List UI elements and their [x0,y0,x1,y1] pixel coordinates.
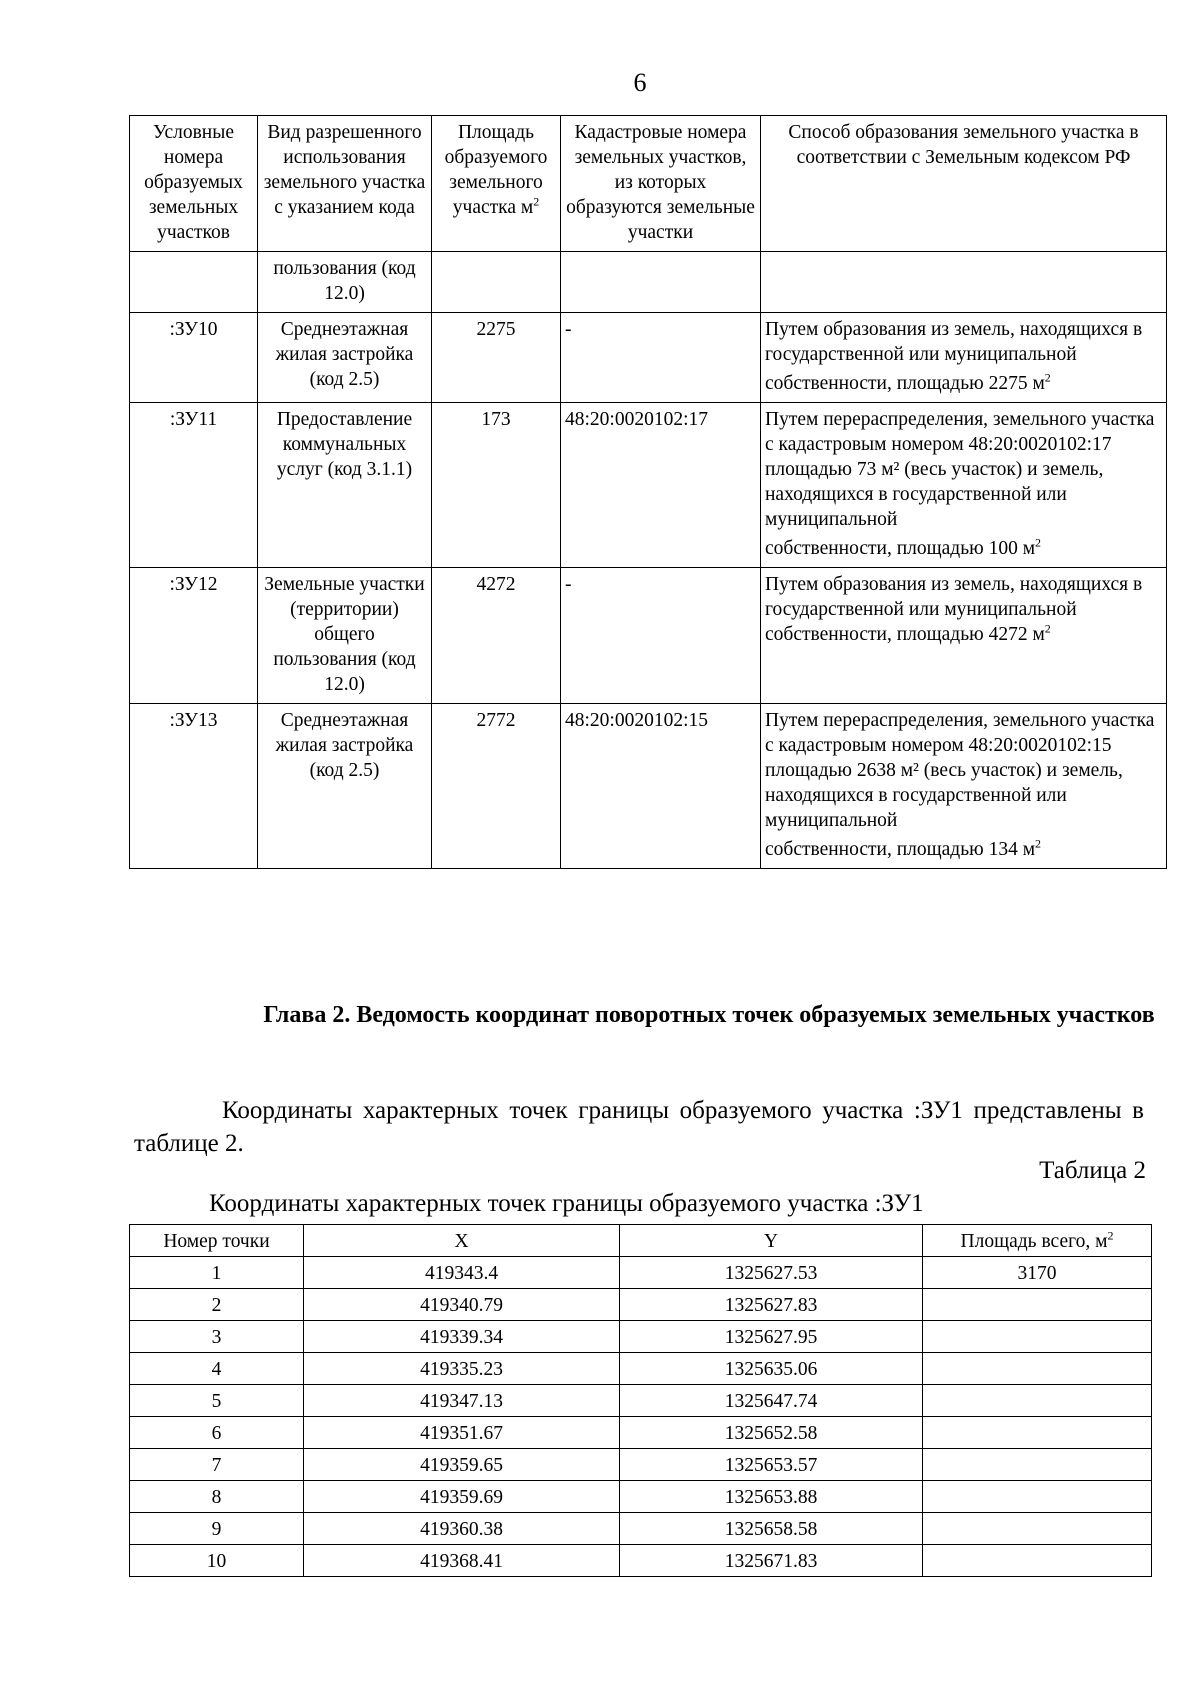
y-coordinate: 1325627.83 [620,1289,923,1321]
header-x: X [304,1225,620,1257]
plot-method: Путем образования из земель, находящихся в государственной или муниципальной собственности, площадью 4272 $м^2$ [761,568,1167,704]
table-row [130,1289,1152,1321]
total-area [923,1417,1152,1449]
plot-cadastral: 48:20:0020102:17 [561,403,761,568]
total-area [923,1353,1152,1385]
header-formation-method: Способ образования земельного участка в соответствии с Земельным кодексом РФ [761,116,1167,252]
point-number: 2 [130,1289,304,1321]
table-row [130,1545,1152,1577]
total-area: 3170 [923,1257,1152,1289]
x-coordinate: 419368.41 [304,1545,620,1577]
method-tail: собственности, площадью 100 $м^2$ [765,535,1042,559]
point-number: 6 [130,1417,304,1449]
table-row [130,403,1167,568]
y-coordinate: 1325671.83 [620,1545,923,1577]
total-area [923,1481,1152,1513]
chapter-paragraph: Координаты характерных точек границы образуемого участка :ЗУ1 представлены в таблице 2. [134,1097,1144,1157]
plot-cadastral: - [561,568,761,704]
x-coordinate: 419339.34 [304,1321,620,1353]
point-number: 7 [130,1449,304,1481]
header-cadastral: Кадастровые номера земельных участков, из которых образуются земельные участки [561,116,761,252]
header-y: Y [620,1225,923,1257]
y-coordinate: 1325658.58 [620,1513,923,1545]
method-text: Путем перераспределения, земельного участка с кадастровым номером 48:20:0020102:15 площадью 2638 м² (весь участок) и земель, находящихся в государственной или муниципальной [765,710,1155,831]
total-area [923,1449,1152,1481]
x-coordinate: 419347.13 [304,1385,620,1417]
method-tail: собственности, площадью 134 $м^2$ [765,836,1042,860]
plot-method [761,704,1167,869]
plot-id: :ЗУ13 [130,704,258,869]
x-coordinate: 419359.65 [304,1449,620,1481]
continuation-use: пользования (код 12.0) [258,252,432,313]
header-plot-number: Условные номера образуемых земельных участков [130,116,258,252]
total-area [923,1385,1152,1417]
total-area [923,1513,1152,1545]
y-coordinate: 1325647.74 [620,1385,923,1417]
point-number: 8 [130,1481,304,1513]
table-row [130,1513,1152,1545]
method-text: Путем образования из земель, находящихся в государственной или муниципальной собственности, площадью 4272 м [765,574,1143,645]
plot-area: 2275 [432,313,561,403]
plot-method [761,313,1167,403]
total-area [923,1289,1152,1321]
header-area-label: Площадь образуемого земельного участка м [444,122,548,218]
table-label: Таблица 2 [1039,1157,1146,1184]
plot-use: Среднеэтажная жилая застройка (код 2.5) [258,313,432,403]
point-number: 1 [130,1257,304,1289]
plot-cadastral: 48:20:0020102:15 [561,704,761,869]
y-coordinate: 1325653.57 [620,1449,923,1481]
table-row [130,704,1167,869]
y-coordinate: 1325652.58 [620,1417,923,1449]
table-row [130,1449,1152,1481]
header-area-unit: 2 [533,194,540,209]
header-point-number: Номер точки [130,1225,304,1257]
x-coordinate: 419335.23 [304,1353,620,1385]
y-coordinate: 1325653.88 [620,1481,923,1513]
x-coordinate: 419359.69 [304,1481,620,1513]
table-row [130,1257,1152,1289]
total-area [923,1321,1152,1353]
table-row [130,568,1167,704]
table-row [130,1385,1152,1417]
plot-use: Среднеэтажная жилая застройка (код 2.5) [258,704,432,869]
total-area [923,1545,1152,1577]
method-tail: собственности, площадью 2275 $м^2$ [765,370,1051,394]
plot-id: :ЗУ11 [130,403,258,568]
y-coordinate: 1325635.06 [620,1353,923,1385]
plot-method [761,403,1167,568]
table-header-row [130,1225,1152,1257]
method-text: Путем перераспределения, земельного участка с кадастровым номером 48:20:0020102:17 площадью 73 м² (весь участок) и земель, находящихся в государственной или муниципальной [765,409,1155,530]
table-row [130,1417,1152,1449]
table-header-row [130,116,1167,252]
table-row [130,1321,1152,1353]
x-coordinate: 419351.67 [304,1417,620,1449]
header-permitted-use: Вид разрешенного использования земельного участка с указанием кода [258,116,432,252]
point-number: 5 [130,1385,304,1417]
table-row [130,252,1167,313]
plot-area: 2772 [432,704,561,869]
y-coordinate: 1325627.53 [620,1257,923,1289]
point-number: 9 [130,1513,304,1545]
plot-cadastral: - [561,313,761,403]
table-caption: Координаты характерных точек границы образуемого участка :ЗУ1 [209,1190,924,1217]
plot-use: Предоставление коммунальных услуг (код 3.1.1) [258,403,432,568]
land-plots-table [129,115,1167,869]
method-text: Путем образования из земель, находящихся в государственной или муниципальной [765,319,1143,365]
point-number: 10 [130,1545,304,1577]
coordinates-table [129,1224,1152,1577]
table-row [130,1353,1152,1385]
point-number: 3 [130,1321,304,1353]
x-coordinate: 419343.4 [304,1257,620,1289]
plot-area: 173 [432,403,561,568]
x-coordinate: 419360.38 [304,1513,620,1545]
plot-id: :ЗУ12 [130,568,258,704]
chapter-heading: Глава 2. Ведомость координат поворотных точек образуемых земельных участков [263,1002,1155,1028]
plot-id: :ЗУ10 [130,313,258,403]
table-row [130,1481,1152,1513]
x-coordinate: 419340.79 [304,1289,620,1321]
y-coordinate: 1325627.95 [620,1321,923,1353]
plot-use: Земельные участки (территории) общего пользования (код 12.0) [258,568,432,704]
plot-area: 4272 [432,568,561,704]
header-total-area: Площадь всего, $м^2$ [923,1225,1152,1257]
table-row [130,313,1167,403]
header-area [432,116,561,252]
page-number: 6 [633,68,647,97]
point-number: 4 [130,1353,304,1385]
